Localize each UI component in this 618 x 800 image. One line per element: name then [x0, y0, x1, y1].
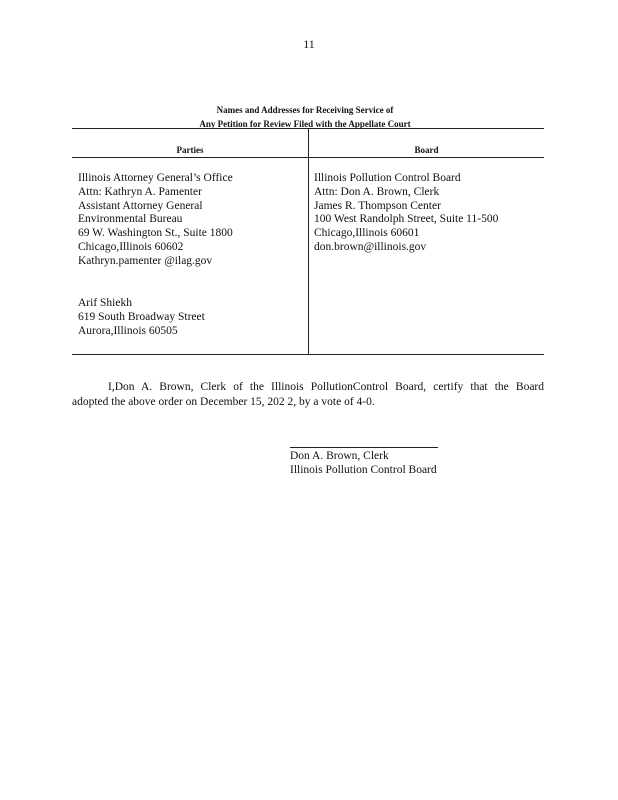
party-attorney-general: [78, 172, 233, 269]
header-rule: [72, 157, 544, 158]
clerk-certification: [72, 380, 544, 410]
board-address: [314, 172, 498, 255]
address-line: Attn: Don A. Brown, Clerk: [314, 185, 440, 198]
certification-line-1: I,Don A. Brown, Clerk of the Illinois PollutionControl Board, certify that the Board: [108, 381, 544, 393]
email-line: don.brown@illinois.gov: [314, 240, 427, 253]
signature-organization: Illinois Pollution Control Board: [290, 464, 437, 476]
heading-line-2: Any Petition for Review Filed with the Appellate Court: [199, 119, 411, 129]
service-table-heading: [160, 103, 450, 131]
signature-line: [290, 447, 438, 448]
address-line: Aurora,Illinois 60505: [78, 324, 178, 337]
address-line: 619 South Broadway Street: [78, 310, 205, 323]
address-line: Assistant Attorney General: [78, 199, 203, 212]
email-line: Kathryn.pamenter @ilag.gov: [78, 254, 213, 267]
column-divider: [308, 129, 309, 354]
board-column-header: Board: [414, 145, 439, 155]
heading-line-1: Names and Addresses for Receiving Service of: [216, 105, 394, 115]
address-line: Chicago,Illinois 60602: [78, 240, 184, 253]
address-line: 69 W. Washington St., Suite 1800: [78, 227, 233, 240]
signature-name: Don A. Brown, Clerk: [290, 450, 389, 462]
party-arif-shiekh: [78, 297, 205, 338]
address-line: Environmental Bureau: [78, 213, 183, 226]
address-line: Illinois Attorney General’s Office: [78, 172, 233, 184]
parties-column-header: Parties: [176, 145, 204, 155]
address-line: 100 West Randolph Street, Suite 11-500: [314, 213, 499, 226]
address-line: James R. Thompson Center: [314, 199, 441, 212]
address-line: Arif Shiekh: [78, 297, 132, 309]
address-line: Chicago,Illinois 60601: [314, 227, 420, 240]
address-line: Attn: Kathryn A. Pamenter: [78, 185, 202, 198]
page-number: 11: [303, 37, 315, 51]
service-table: [72, 128, 544, 355]
certification-line-2: adopted the above order on December 15, 202 2, by a vote of 4-0.: [72, 396, 375, 408]
signature-block: [290, 449, 437, 477]
address-line: Illinois Pollution Control Board: [314, 172, 461, 184]
